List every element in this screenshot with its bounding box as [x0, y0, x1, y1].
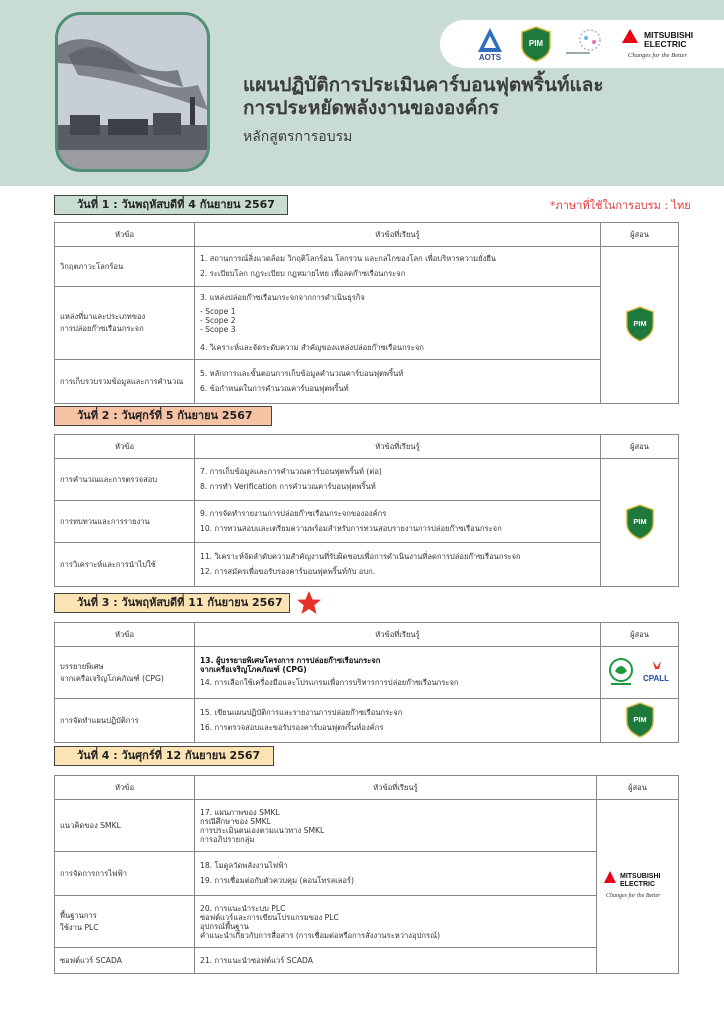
svg-text:MITSUBISHI: MITSUBISHI — [644, 30, 694, 40]
row-topic: การเก็บรวบรวมข้อมูลและการคำนวณ — [55, 360, 195, 404]
header-banner — [0, 0, 724, 186]
title-line-2: การประหยัดพลังงานขององค์กร — [243, 97, 500, 119]
svg-text:Changes for the Better: Changes for the Better — [628, 52, 688, 59]
col-topic-header: หัวข้อ — [55, 223, 195, 247]
day-2-table — [54, 434, 679, 587]
star-icon — [296, 590, 322, 616]
table-row — [55, 459, 679, 501]
learn-item: 1. สถานการณ์สิ่งแวดล้อม วิกฤติโลกร้อน โลกรวน และกลไกของโลก เพื่อบริหารความยั่งยืน — [200, 254, 496, 263]
col-instructor-header: ผู้สอน — [597, 776, 679, 800]
pim-shield-icon — [625, 504, 655, 540]
table-row — [55, 800, 679, 852]
partner-logos — [440, 20, 724, 68]
learn-item: 18. โมดูลวัดพลังงานไฟฟ้า — [200, 861, 288, 870]
learn-item: 11. วิเคราะห์จัดลำดับความสำคัญงานที่รับผิดชอบเพื่อการดำเนินงานที่ลดการปล่อยก๊าซเรือนกระจก — [200, 552, 521, 561]
svg-text:PIM: PIM — [632, 318, 647, 328]
table-row — [55, 287, 679, 360]
smokestack-photo — [55, 12, 210, 172]
learn-item: 2. ระเบียบโลก กฎระเบียบ กฎหมายไทย เพื่อลดก๊าซเรือนกระจก — [200, 269, 406, 278]
learn-item: 3. แหล่งปล่อยก๊าซเรือนกระจกจากการดำเนินธุรกิจ — [200, 293, 365, 302]
col-instructor-header: ผู้สอน — [601, 223, 679, 247]
svg-text:MITSUBISHI: MITSUBISHI — [620, 872, 661, 880]
row-learn — [195, 543, 601, 587]
svg-text:ELECTRIC: ELECTRIC — [644, 39, 687, 49]
instructor-cell — [597, 800, 679, 974]
learn-item-featured: 13. ผู้บรรยายพิเศษโครงการ การปล่อยก๊าซเรือนกระจก จากเครือเจริญโภคภัณฑ์ (CPG) — [200, 656, 381, 674]
network-brain-logo — [564, 26, 610, 62]
learn-item: 14. การเลือกใช้เครื่องมือและโปรแกรมเพื่อการบริหารการปล่อยก๊าซเรือนกระจก — [200, 678, 459, 687]
mitsubishi-electric-logo — [602, 869, 676, 903]
col-topic-header: หัวข้อ — [55, 435, 195, 459]
col-learn-header: หัวข้อที่เรียนรู้ — [195, 623, 601, 647]
aots-logo — [472, 26, 508, 62]
pim-shield-icon — [625, 702, 655, 738]
svg-text:PIM: PIM — [528, 39, 544, 48]
row-learn — [195, 647, 601, 699]
row-learn — [195, 852, 597, 896]
col-learn-header: หัวข้อที่เรียนรู้ — [195, 776, 597, 800]
row-topic: การคำนวณและการตรวจสอบ — [55, 459, 195, 501]
svg-text:CPALL: CPALL — [642, 673, 669, 683]
row-topic: การทบทวนและการรายงาน — [55, 501, 195, 543]
row-topic: แหล่งที่มาและประเภทของ การปล่อยก๊าซเรือนกระจก — [55, 287, 195, 360]
row-topic: การจัดการการไฟฟ้า — [55, 852, 195, 896]
page-subtitle: หลักสูตรการอบรม — [243, 129, 353, 145]
learn-item: 10. การทวนสอบและเตรียมความพร้อมสำหรับการทวนสอบรายงานการปล่อยก๊าซเรือนกระจก — [200, 524, 502, 533]
col-instructor-header: ผู้สอน — [601, 435, 679, 459]
col-instructor-header: ผู้สอน — [601, 623, 679, 647]
learn-item: 7. การเก็บข้อมูลและการคำนวณคาร์บอนฟุตพริ้นท์ (ต่อ) — [200, 467, 382, 476]
row-learn — [195, 699, 601, 743]
instructor-cell — [601, 699, 679, 743]
day-4-label: วันที่ 4 : วันศุกร์ที่ 12 กันยายน 2567 — [54, 746, 274, 766]
col-learn-header: หัวข้อที่เรียนรู้ — [195, 435, 601, 459]
mitsubishi-electric-logo — [620, 26, 720, 62]
svg-text:PIM: PIM — [632, 714, 647, 724]
table-row — [55, 948, 679, 974]
day-2-label: วันที่ 2 : วันศุกร์ที่ 5 กันยายน 2567 — [54, 406, 272, 426]
row-learn — [195, 501, 601, 543]
table-row — [55, 896, 679, 948]
table-row — [55, 543, 679, 587]
col-learn-header: หัวข้อที่เรียนรู้ — [195, 223, 601, 247]
learn-subitems: - Scope 1 - Scope 2 - Scope 3 — [200, 307, 236, 334]
row-topic: บรรยายพิเศษ จากเครือเจริญโภคภัณฑ์ (CPG) — [55, 647, 195, 699]
svg-text:AOTS: AOTS — [478, 53, 502, 62]
col-topic-header: หัวข้อ — [55, 776, 195, 800]
learn-item: 9. การจัดทำรายงานการปล่อยก๊าซเรือนกระจกขององค์กร — [200, 509, 387, 518]
learn-item: 5. หลักการและขั้นตอนการเก็บข้อมูลคำนวณคาร์บอนฟุตพริ้นท์ — [200, 369, 404, 378]
learn-item: 6. ข้อกำหนดในการคำนวณคาร์บอนฟุตพริ้นท์ — [200, 384, 349, 393]
table-row — [55, 699, 679, 743]
instructor-cell — [601, 647, 679, 699]
svg-text:ELECTRIC: ELECTRIC — [620, 880, 655, 888]
instructor-cell — [601, 247, 679, 404]
col-topic-header: หัวข้อ — [55, 623, 195, 647]
row-topic: แนวคิดของ SMKL — [55, 800, 195, 852]
page-title — [243, 74, 663, 120]
row-learn — [195, 459, 601, 501]
cpall-logo — [639, 657, 673, 687]
day-4-table — [54, 775, 679, 974]
language-note: *ภาษาที่ใช้ในการอบรม : ไทย — [550, 199, 691, 212]
svg-text:Changes for the Better: Changes for the Better — [606, 892, 661, 899]
day-3-label: วันที่ 3 : วันพฤหัสบดีที่ 11 กันยายน 2567 — [54, 593, 290, 613]
learn-item: 8. การทำ Verification การคำนวณคาร์บอนฟุตพริ้นท์ — [200, 482, 376, 491]
learn-item: 19. การเชื่อมต่อกับตัวควบคุม (คอนโทรลเลอร์) — [200, 876, 354, 885]
row-learn — [195, 948, 597, 974]
row-topic: ซอฟต์แวร์ SCADA — [55, 948, 195, 974]
learn-item: 16. การตรวจสอบและขอรับรองคาร์บอนฟุตพริ้นท์องค์กร — [200, 723, 384, 732]
row-topic: พื้นฐานการ ใช้งาน PLC — [55, 896, 195, 948]
learn-item: 21. การแนะนำซอฟต์แวร์ SCADA — [200, 955, 313, 965]
row-topic: วิกฤตภาวะโลกร้อน — [55, 247, 195, 287]
table-row — [55, 647, 679, 699]
cp-group-logo — [606, 657, 636, 687]
day-1-label: วันที่ 1 : วันพฤหัสบดีที่ 4 กันยายน 2567 — [54, 195, 288, 215]
row-learn — [195, 896, 597, 948]
row-learn — [195, 800, 597, 852]
table-row — [55, 360, 679, 404]
table-row — [55, 852, 679, 896]
day-1-table — [54, 222, 679, 404]
title-line-1: แผนปฏิบัติการประเมินคาร์บอนฟุตพริ้นท์และ — [243, 74, 604, 96]
row-topic: การวิเคราะห์และการนำไปใช้ — [55, 543, 195, 587]
learn-item: 12. การสมัครเพื่อขอรับรองคาร์บอนฟุตพริ้นท์กับ อบก. — [200, 567, 376, 576]
learn-item: 4. วิเคราะห์และจัดระดับความ สำคัญของแหล่งปล่อยก๊าซเรือนกระจก — [200, 343, 424, 352]
table-row — [55, 247, 679, 287]
row-topic: การจัดทำแผนปฏิบัติการ — [55, 699, 195, 743]
instructor-cell — [601, 459, 679, 587]
row-learn — [195, 360, 601, 404]
learn-subitems: 17. แผนภาพของ SMKL กรณีศึกษาของ SMKL การประเมินตนเองตามแนวทาง SMKL การอภิปรายกลุ่ม — [200, 807, 325, 844]
pim-logo — [520, 26, 552, 62]
row-learn — [195, 287, 601, 360]
day-3-table — [54, 622, 679, 743]
row-learn — [195, 247, 601, 287]
pim-shield-icon — [625, 306, 655, 342]
table-row — [55, 501, 679, 543]
svg-text:PIM: PIM — [632, 516, 647, 526]
learn-subitems: 20. การแนะนำระบบ PLC ซอฟต์แวร์และการเขียนโปรแกรมของ PLC อุปกรณ์พื้นฐาน คำแนะนำเกี่ยวกับการสื่อสาร (การเชื่อมต่อหรือการสั่งงานระหว่างอุปกรณ์) — [200, 903, 441, 940]
learn-item: 15. เขียนแผนปฏิบัติการและรายงานการปล่อยก๊าซเรือนกระจก — [200, 708, 403, 717]
